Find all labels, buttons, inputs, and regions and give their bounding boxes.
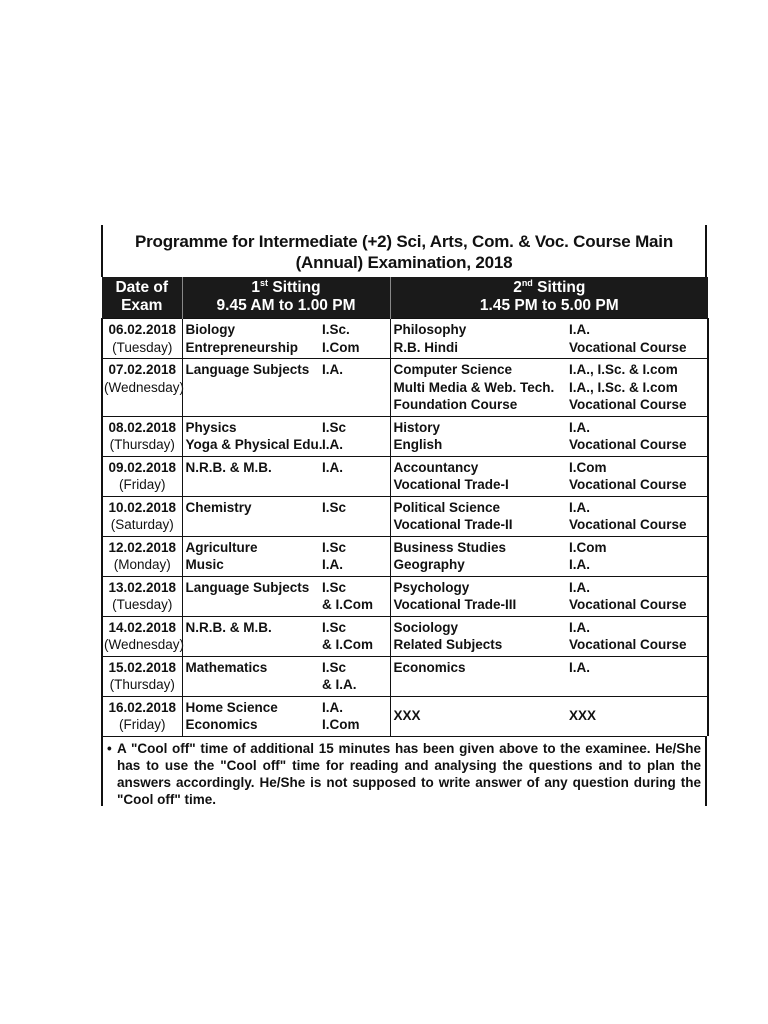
exam-day: (Friday) xyxy=(119,717,166,732)
table-row xyxy=(102,416,708,456)
header-first-sitting xyxy=(182,277,390,319)
subject: Vocational Trade-III xyxy=(393,597,517,612)
first-sitting-streams xyxy=(319,416,390,456)
exam-date: 10.02.2018 xyxy=(108,499,177,515)
stream: I.A. xyxy=(322,459,344,475)
first-sitting-streams xyxy=(319,656,390,696)
table-row xyxy=(102,696,708,736)
header-second-sitting-label: 2nd Sitting xyxy=(513,278,586,296)
stream: I.A., I.Sc. & I.com xyxy=(569,362,678,377)
stream: Vocational Course xyxy=(569,517,687,532)
exam-date: 09.02.2018 xyxy=(108,459,177,475)
exam-date-cell xyxy=(102,536,182,576)
subject: Language Subjects xyxy=(185,362,310,377)
stream: I.A. xyxy=(569,579,591,595)
subject: Entrepreneurship xyxy=(185,339,299,355)
subject: Geography xyxy=(393,557,465,572)
first-sitting-streams xyxy=(319,696,390,736)
second-sitting-streams xyxy=(566,696,708,736)
stream: & I.Com xyxy=(322,637,374,652)
subject: Psychology xyxy=(393,579,470,595)
exam-date: 13.02.2018 xyxy=(108,579,177,595)
second-sitting-subjects xyxy=(390,496,566,536)
second-sitting-subjects xyxy=(390,416,566,456)
exam-date-cell xyxy=(102,359,185,417)
stream: I.Sc xyxy=(322,419,347,435)
exam-day: (Wednesday) xyxy=(104,379,185,395)
second-sitting-streams xyxy=(566,496,708,536)
header-second-sitting-time: 1.45 PM to 5.00 PM xyxy=(479,297,619,314)
header-date-line-1: Date of xyxy=(115,279,169,296)
exam-date: 07.02.2018 xyxy=(108,362,177,377)
exam-date-cell xyxy=(102,416,182,456)
table-row xyxy=(102,319,708,359)
stream: I.Com xyxy=(322,717,360,732)
second-sitting-streams xyxy=(566,576,708,616)
exam-date: 16.02.2018 xyxy=(108,699,177,715)
second-sitting-subjects xyxy=(390,456,566,496)
subject: Language Subjects xyxy=(185,579,310,595)
stream: I.Sc. xyxy=(322,322,350,337)
stream: XXX xyxy=(569,708,597,724)
subject: Mathematics xyxy=(185,659,268,675)
subject: N.R.B. & M.B. xyxy=(185,619,272,635)
subject: Accountancy xyxy=(393,459,479,475)
second-sitting-streams xyxy=(566,656,708,696)
note-text: A "Cool off" time of additional 15 minutes has been given above to the examinee. He/She has to use the "Cool off" time for reading and analysing the questions and to plan the answers accordingly. He/She is not supposed to write answer of any question during the "Cool off" time. xyxy=(117,740,701,806)
exam-schedule-table xyxy=(101,277,709,736)
table-row xyxy=(102,359,708,417)
first-sitting-streams xyxy=(319,319,390,359)
stream: I.A. xyxy=(322,362,344,377)
subject: R.B. Hindi xyxy=(393,339,459,355)
stream: Vocational Course xyxy=(569,597,687,612)
stream: Vocational Course xyxy=(569,397,687,412)
title-line-2: (Annual) Examination, 2018 xyxy=(295,253,513,272)
first-sitting-streams xyxy=(319,576,390,616)
subject: XXX xyxy=(393,708,421,724)
first-sitting-subjects xyxy=(182,536,319,576)
first-sitting-subjects xyxy=(182,616,319,656)
stream: Vocational Course xyxy=(569,477,687,492)
subject: Vocational Trade-II xyxy=(393,517,513,532)
stream: Vocational Course xyxy=(569,339,687,355)
document-title xyxy=(101,225,707,277)
exam-date: 12.02.2018 xyxy=(108,539,177,555)
exam-day: (Friday) xyxy=(119,477,166,492)
subject: Agriculture xyxy=(185,539,258,555)
table-row xyxy=(102,456,708,496)
first-sitting-streams xyxy=(319,359,390,417)
first-sitting-subjects xyxy=(182,456,319,496)
header-first-sitting-label: 1st Sitting xyxy=(251,278,321,296)
subject: Music xyxy=(185,557,224,572)
exam-date-cell xyxy=(102,496,182,536)
exam-date-cell xyxy=(102,319,182,359)
subject: Political Science xyxy=(393,499,501,515)
second-sitting-subjects xyxy=(390,359,566,417)
exam-date-cell xyxy=(102,696,182,736)
exam-day: (Monday) xyxy=(113,557,171,572)
first-sitting-subjects xyxy=(182,416,323,456)
first-sitting-streams xyxy=(319,456,390,496)
table-row xyxy=(102,496,708,536)
exam-date-cell xyxy=(102,616,185,656)
exam-programme-document xyxy=(101,225,707,806)
table-header-row xyxy=(102,277,708,319)
subject: Economics xyxy=(185,717,258,732)
stream: & I.Com xyxy=(322,597,374,612)
subject: Multi Media & Web. Tech. xyxy=(393,379,555,395)
first-sitting-subjects xyxy=(182,576,319,616)
subject: Vocational Trade-I xyxy=(393,477,509,492)
exam-date: 14.02.2018 xyxy=(108,619,177,635)
header-date-of-exam xyxy=(102,277,182,319)
stream: I.A. xyxy=(569,499,591,515)
exam-day: (Saturday) xyxy=(110,517,174,532)
exam-date-cell xyxy=(102,456,182,496)
first-sitting-streams xyxy=(319,616,390,656)
table-row xyxy=(102,616,708,656)
header-date-line-2: Exam xyxy=(121,297,163,314)
first-sitting-subjects xyxy=(182,319,319,359)
second-sitting-streams xyxy=(566,456,708,496)
second-sitting-streams xyxy=(566,536,708,576)
exam-date: 06.02.2018 xyxy=(108,322,177,337)
stream: I.Sc xyxy=(322,579,347,595)
exam-day: (Tuesday) xyxy=(112,597,173,612)
stream: I.A., I.Sc. & I.com xyxy=(569,379,678,395)
stream: I.A. xyxy=(569,619,591,635)
stream: I.A. xyxy=(569,557,591,572)
header-second-sitting xyxy=(390,277,708,319)
subject: Biology xyxy=(185,322,235,337)
exam-date: 15.02.2018 xyxy=(108,659,177,675)
subject: Home Science xyxy=(185,699,278,715)
first-sitting-streams xyxy=(319,496,390,536)
header-first-sitting-time: 9.45 AM to 1.00 PM xyxy=(216,297,356,314)
stream: I.Sc xyxy=(322,499,347,515)
first-sitting-subjects xyxy=(182,656,319,696)
subject: Business Studies xyxy=(393,539,507,555)
subject: History xyxy=(393,419,441,435)
first-sitting-subjects xyxy=(182,496,319,536)
second-sitting-subjects xyxy=(390,656,566,696)
stream: Vocational Course xyxy=(569,437,687,452)
stream: & I.A. xyxy=(322,677,357,692)
first-sitting-streams xyxy=(319,536,390,576)
exam-day: (Thursday) xyxy=(109,677,175,692)
second-sitting-subjects xyxy=(390,576,566,616)
second-sitting-subjects xyxy=(390,696,566,736)
exam-day: (Thursday) xyxy=(109,437,175,452)
subject: Sociology xyxy=(393,619,459,635)
stream: Vocational Course xyxy=(569,637,687,652)
subject: N.R.B. & M.B. xyxy=(185,459,272,475)
stream: I.Sc xyxy=(322,659,347,675)
table-row xyxy=(102,576,708,616)
subject: Foundation Course xyxy=(393,397,518,412)
note-bullet: • xyxy=(107,740,112,756)
stream: I.A. xyxy=(322,557,344,572)
schedule-body xyxy=(102,319,708,736)
stream: I.Sc xyxy=(322,619,347,635)
exam-day: (Wednesday) xyxy=(104,637,185,652)
second-sitting-subjects xyxy=(390,616,566,656)
second-sitting-subjects xyxy=(390,319,566,359)
cool-off-note xyxy=(101,736,707,806)
exam-date-cell xyxy=(102,656,182,696)
stream: I.A. xyxy=(322,699,344,715)
second-sitting-streams xyxy=(566,416,708,456)
second-sitting-streams xyxy=(566,616,708,656)
second-sitting-streams xyxy=(566,319,708,359)
exam-day: (Tuesday) xyxy=(112,339,173,355)
first-sitting-subjects xyxy=(182,359,319,417)
stream: I.Com xyxy=(569,459,607,475)
subject: Computer Science xyxy=(393,362,513,377)
exam-date: 08.02.2018 xyxy=(108,419,177,435)
subject: Yoga & Physical Edu. xyxy=(185,437,323,452)
exam-date-cell xyxy=(102,576,182,616)
subject: Philosophy xyxy=(393,322,467,337)
stream: I.A. xyxy=(569,419,591,435)
second-sitting-streams xyxy=(566,359,708,417)
subject: Related Subjects xyxy=(393,637,503,652)
subject: Physics xyxy=(185,419,237,435)
subject: Economics xyxy=(393,659,466,675)
stream: I.A. xyxy=(569,659,591,675)
stream: I.A. xyxy=(322,437,344,452)
subject: Chemistry xyxy=(185,499,252,515)
stream: I.A. xyxy=(569,322,591,337)
second-sitting-subjects xyxy=(390,536,566,576)
table-row xyxy=(102,536,708,576)
subject: English xyxy=(393,437,443,452)
title-line-1: Programme for Intermediate (+2) Sci, Arts, Com. & Voc. Course Main xyxy=(134,232,673,251)
stream: I.Com xyxy=(322,339,360,355)
stream: I.Sc xyxy=(322,539,347,555)
first-sitting-subjects xyxy=(182,696,319,736)
table-row xyxy=(102,656,708,696)
stream: I.Com xyxy=(569,539,607,555)
